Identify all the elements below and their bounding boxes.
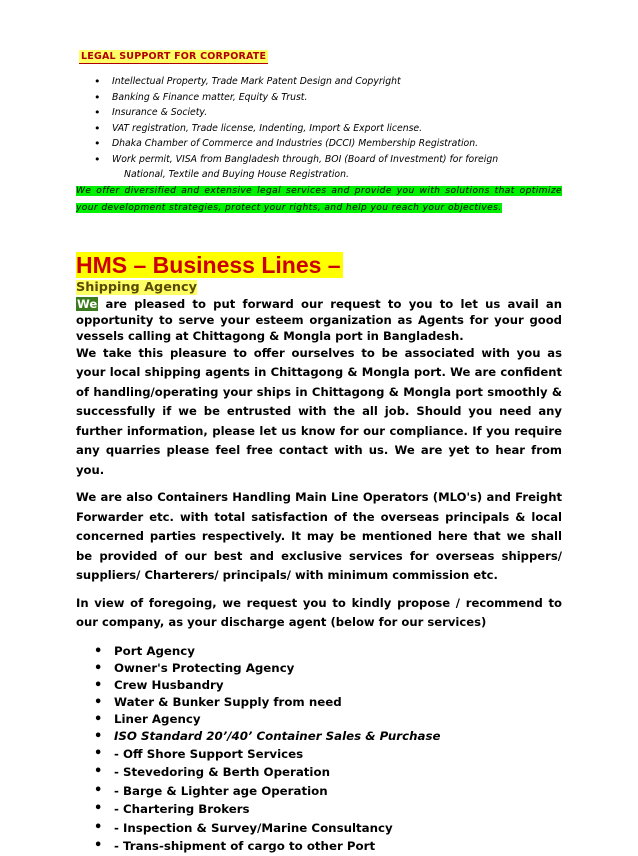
list-item: • - Off Shore Support Services (94, 745, 562, 764)
list-item: • Port Agency (94, 643, 562, 660)
request-paragraph: In view of foregoing, we request you to kindly propose / recommend to our company, as your discharge agent (below for our services) (76, 594, 562, 633)
list-item: • - Trans-shipment of cargo to other Port (94, 837, 562, 856)
list-item: • VAT registration, Trade license, Indenting, Import & Export license. (94, 121, 562, 137)
list-item: • Intellectual Property, Trade Mark Patent Design and Copyright (94, 74, 562, 90)
list-item: • - Chartering Brokers (94, 800, 562, 819)
list-item: • - Inspection & Survey/Marine Consultancy (94, 819, 562, 838)
agency-services-list (76, 643, 562, 856)
list-item: • Banking & Finance matter, Equity & Trust. (94, 90, 562, 106)
list-item: • ISO Standard 20’/40’ Container Sales & Purchase (94, 728, 562, 745)
mlo-paragraph: We are also Containers Handling Main Line Operators (MLO's) and Freight Forwarder etc. with total satisfaction of the overseas principals & local concerned parties respectively. It may be mentioned here that we shall be provided of our best and exclusive services for overseas shippers/ suppliers/ Charterers/ principals/ with minimum commission etc. (76, 488, 562, 586)
offer-paragraph: We take this pleasure to offer ourselves to be associated with you as your local shipping agents in Chittagong & Mongla port. We are confident of handling/operating your ships in Chittagong & Mongla port smoothly & successfully if we be entrusted with the all job. Should you need any further information, please let us know for our compliance. If you require any quarries please feel free contact with us. We are yet to hear from you. (76, 344, 562, 481)
list-item: • Crew Husbandry (94, 677, 562, 694)
legal-section (76, 44, 562, 217)
list-item: • - Stevedoring & Berth Operation (94, 763, 562, 782)
legal-offer-paragraph: We offer diversified and extensive legal services and provide you with solutions that optimize your development strategies, protect your rights, and help you reach your objectives. (76, 183, 562, 217)
section-subtitle: Shipping Agency (76, 279, 562, 296)
list-item: • - Barge & Lighter age Operation (94, 782, 562, 801)
list-item: • Insurance & Society. (94, 105, 562, 121)
legal-section-title: LEGAL SUPPORT FOR CORPORATE (79, 50, 268, 64)
list-item: • Water & Bunker Supply from need (94, 694, 562, 711)
page-title: HMS – Business Lines – (76, 251, 562, 279)
intro-paragraph: We are pleased to put forward our request to you to let us avail an opportunity to serve your esteem organization as Agents for your good vessels calling at Chittagong & Mongla port in Bangladesh. (76, 296, 562, 344)
list-item: • Work permit, VISA from Bangladesh through, BOI (Board of Investment) for foreign National, Textile and Buying House Registration. (94, 152, 562, 183)
list-item: • Owner's Protecting Agency (94, 660, 562, 677)
list-item: • Dhaka Chamber of Commerce and Industries (DCCI) Membership Registration. (94, 136, 562, 152)
legal-services-list (76, 74, 562, 183)
list-item: • Liner Agency (94, 711, 562, 728)
